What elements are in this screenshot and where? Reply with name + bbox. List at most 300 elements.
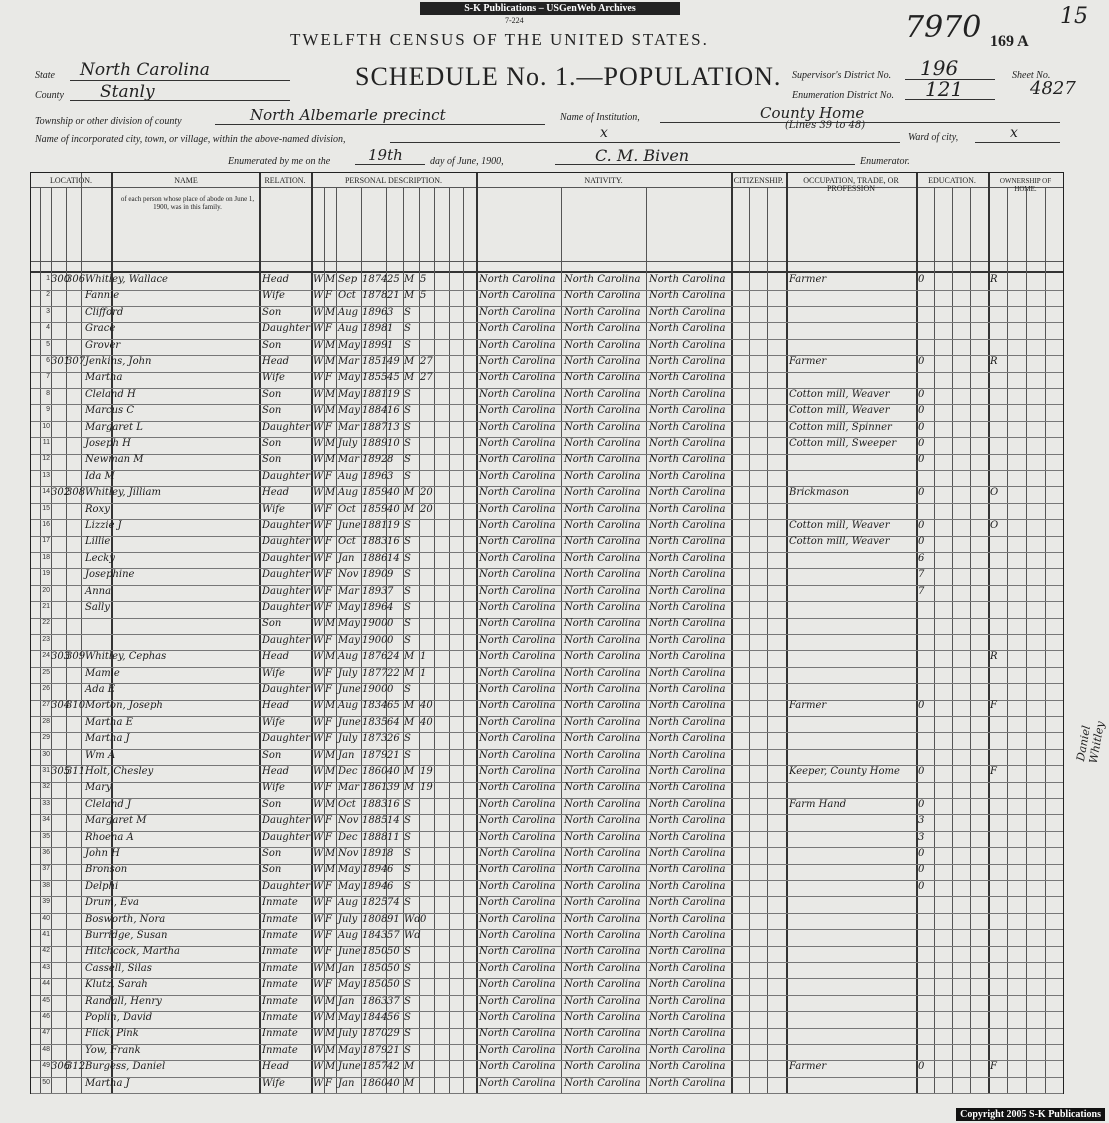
age-cell: 9 xyxy=(387,569,394,581)
months-in-school-cell: 0 xyxy=(918,520,925,531)
father-birthplace-cell: North Carolina xyxy=(564,930,641,941)
birthplace-cell: North Carolina xyxy=(479,766,556,777)
sex-cell: F xyxy=(325,1077,332,1089)
birthplace-cell: North Carolina xyxy=(479,782,556,794)
relation-cell: Daughter xyxy=(262,831,310,843)
sex-cell: F xyxy=(325,569,332,581)
birthplace-cell: North Carolina xyxy=(479,421,556,433)
race-cell: W xyxy=(313,356,324,367)
occupation-cell: Keeper, County Home xyxy=(789,766,900,777)
birthplace-cell: North Carolina xyxy=(479,864,556,876)
line-number-cell: 30 xyxy=(42,750,50,758)
relation-cell: Wife xyxy=(262,716,285,728)
marital-status-cell: S xyxy=(404,979,411,991)
marital-status-cell: S xyxy=(404,306,411,318)
race-cell: W xyxy=(313,585,324,597)
line-number-cell: 45 xyxy=(42,996,50,1004)
marital-status-cell: M xyxy=(404,667,415,679)
marital-status-cell: S xyxy=(404,618,411,630)
age-cell: 39 xyxy=(387,782,400,794)
months-in-school-cell: 0 xyxy=(918,438,925,449)
mother-birthplace-cell: North Carolina xyxy=(649,487,726,499)
marital-status-cell: S xyxy=(404,995,411,1007)
supervisor-value: 196 xyxy=(920,56,959,80)
age-cell: 22 xyxy=(387,667,400,679)
person-name-cell: Fannie xyxy=(85,290,120,302)
relation-cell: Son xyxy=(262,388,282,400)
father-birthplace-cell: North Carolina xyxy=(564,1077,641,1089)
table-row xyxy=(31,699,1063,717)
race-cell: W xyxy=(313,1077,324,1089)
birth-year-cell: 1883 xyxy=(362,536,388,548)
birth-month-cell: Aug xyxy=(338,651,359,663)
state-label: State xyxy=(35,70,55,81)
relation-cell: Head xyxy=(262,487,290,499)
birth-month-cell: Aug xyxy=(338,700,359,712)
mother-birthplace-cell: North Carolina xyxy=(649,1028,726,1040)
relation-cell: Daughter xyxy=(262,552,310,564)
table-row xyxy=(31,421,1063,439)
race-cell: W xyxy=(313,487,324,499)
marital-status-cell: S xyxy=(404,880,411,892)
occupation-cell: Farmer xyxy=(789,700,827,712)
col-group-personal: PERSONAL DESCRIPTION. xyxy=(344,176,443,185)
marital-status-cell: M xyxy=(404,372,415,384)
race-cell: W xyxy=(313,979,324,991)
birthplace-cell: North Carolina xyxy=(479,733,556,745)
sex-cell: F xyxy=(325,831,332,843)
line-number-cell: 36 xyxy=(42,849,50,856)
birth-year-cell: 1878 xyxy=(362,290,388,302)
age-cell: 19 xyxy=(387,388,400,400)
age-cell: 1 xyxy=(387,323,394,335)
birth-month-cell: May xyxy=(338,1012,360,1023)
age-cell: 6 xyxy=(387,864,394,876)
months-in-school-cell: 0 xyxy=(918,798,925,810)
mother-birthplace-cell: North Carolina xyxy=(649,634,726,646)
line-number-cell: 8 xyxy=(46,389,50,397)
relation-cell: Wife xyxy=(262,667,285,679)
table-row xyxy=(31,1044,1063,1062)
birthplace-cell: North Carolina xyxy=(479,520,556,531)
table-row xyxy=(31,716,1063,734)
sex-cell: M xyxy=(325,388,336,400)
age-cell: 3 xyxy=(387,306,394,318)
birthplace-cell: North Carolina xyxy=(479,880,556,892)
relation-cell: Son xyxy=(262,618,282,630)
birthplace-cell: North Carolina xyxy=(479,848,556,859)
birth-year-cell: 1843 xyxy=(362,930,388,941)
father-birthplace-cell: North Carolina xyxy=(564,520,641,531)
sex-cell: F xyxy=(325,880,332,892)
mother-birthplace-cell: North Carolina xyxy=(649,536,726,548)
relation-cell: Son xyxy=(262,454,282,466)
person-name-cell: Holt, Chesley xyxy=(85,766,154,777)
enumerated-suffix: day of June, 1900, xyxy=(430,156,504,167)
mother-birthplace-cell: North Carolina xyxy=(649,962,726,974)
occupation-cell: Farm Hand xyxy=(789,798,847,810)
table-row xyxy=(31,749,1063,767)
sex-cell: F xyxy=(325,323,332,335)
mother-birthplace-cell: North Carolina xyxy=(649,388,726,400)
line-number-cell: 38 xyxy=(42,881,50,889)
line-number-cell: 31 xyxy=(42,767,50,774)
person-name-cell: Ida M xyxy=(85,470,115,482)
sex-cell: F xyxy=(325,536,332,548)
father-birthplace-cell: North Carolina xyxy=(564,1061,641,1073)
race-cell: W xyxy=(313,290,324,302)
table-row xyxy=(31,519,1063,537)
sex-cell: F xyxy=(325,503,332,515)
schedule-title: SCHEDULE No. 1.—POPULATION. xyxy=(355,62,782,91)
birth-month-cell: May xyxy=(338,634,360,646)
enumerated-label: Enumerated by me on the xyxy=(228,156,331,167)
birthplace-cell: North Carolina xyxy=(479,569,556,581)
birth-year-cell: 1887 xyxy=(362,421,388,433)
line-number-cell: 39 xyxy=(42,898,50,906)
person-name-cell: Grover xyxy=(85,339,121,351)
birthplace-cell: North Carolina xyxy=(479,979,556,991)
table-row xyxy=(31,847,1063,865)
person-name-cell: Klutz, Sarah xyxy=(85,979,148,991)
table-row xyxy=(31,503,1063,521)
father-birthplace-cell: North Carolina xyxy=(564,618,641,630)
line-number-cell: 7 xyxy=(46,373,50,381)
sex-cell: M xyxy=(325,618,336,630)
census-table xyxy=(30,172,1064,1094)
birth-year-cell: 1896 xyxy=(362,306,388,318)
birth-month-cell: Mar xyxy=(338,454,359,466)
years-married-cell: 1 xyxy=(420,667,427,679)
col-group-citizenship: CITIZENSHIP. xyxy=(733,176,784,185)
marital-status-cell: S xyxy=(404,815,411,827)
relation-cell: Son xyxy=(262,438,282,449)
person-name-cell: Whitley, Wallace xyxy=(85,274,168,285)
mother-birthplace-cell: North Carolina xyxy=(649,831,726,843)
relation-cell: Head xyxy=(262,356,290,367)
sex-cell: M xyxy=(325,274,336,285)
line-number-cell: 23 xyxy=(42,635,50,643)
relation-cell: Head xyxy=(262,700,290,712)
birth-month-cell: Aug xyxy=(338,323,359,335)
age-cell: 91 xyxy=(387,913,400,925)
relation-cell: Daughter xyxy=(262,323,310,335)
birthplace-cell: North Carolina xyxy=(479,503,556,515)
birthplace-cell: North Carolina xyxy=(479,470,556,482)
sex-cell: F xyxy=(325,634,332,646)
birthplace-cell: North Carolina xyxy=(479,700,556,712)
birth-month-cell: June xyxy=(338,1061,361,1073)
birth-month-cell: Nov xyxy=(338,815,359,827)
mother-birthplace-cell: North Carolina xyxy=(649,454,726,466)
occupation-cell: Brickmason xyxy=(789,487,850,499)
person-name-cell: Whitley, Jilliam xyxy=(85,487,161,499)
stamp-number: 7970 xyxy=(905,10,982,45)
birth-year-cell: 1900 xyxy=(362,634,388,646)
relation-cell: Head xyxy=(262,651,290,663)
relation-cell: Head xyxy=(262,1061,290,1073)
birth-month-cell: July xyxy=(338,667,358,679)
marital-status-cell: M xyxy=(404,1077,415,1089)
sex-cell: M xyxy=(325,962,336,974)
marital-status-cell: S xyxy=(404,733,411,745)
birth-year-cell: 1850 xyxy=(362,962,388,974)
race-cell: W xyxy=(313,880,324,892)
father-birthplace-cell: North Carolina xyxy=(564,716,641,728)
mother-birthplace-cell: North Carolina xyxy=(649,749,726,761)
table-row xyxy=(31,617,1063,635)
marital-status-cell: S xyxy=(404,552,411,564)
person-name-cell: Sally xyxy=(85,602,110,613)
relation-cell: Daughter xyxy=(262,815,310,827)
birthplace-cell: North Carolina xyxy=(479,339,556,351)
marital-status-cell: M xyxy=(404,766,415,777)
months-in-school-cell: 0 xyxy=(918,536,925,548)
birth-month-cell: Aug xyxy=(338,470,359,482)
line-number-cell: 43 xyxy=(42,963,50,971)
mother-birthplace-cell: North Carolina xyxy=(649,733,726,745)
race-cell: W xyxy=(313,864,324,876)
owned-or-rented-cell: R xyxy=(990,274,998,285)
relation-cell: Son xyxy=(262,798,282,810)
mother-birthplace-cell: North Carolina xyxy=(649,356,726,367)
age-cell: 6 xyxy=(387,880,394,892)
mother-birthplace-cell: North Carolina xyxy=(649,897,726,909)
relation-cell: Son xyxy=(262,339,282,351)
birth-year-cell: 1873 xyxy=(362,733,388,745)
line-number-cell: 26 xyxy=(42,685,50,692)
birth-month-cell: Oct xyxy=(338,503,356,515)
birthplace-cell: North Carolina xyxy=(479,388,556,400)
birth-year-cell: 1884 xyxy=(362,405,388,417)
birth-month-cell: Mar xyxy=(338,585,359,597)
birth-month-cell: May xyxy=(338,1044,360,1056)
marital-status-cell: S xyxy=(404,848,411,859)
birthplace-cell: North Carolina xyxy=(479,962,556,974)
person-name-cell: Newman M xyxy=(85,454,144,466)
birth-month-cell: Aug xyxy=(338,306,359,318)
race-cell: W xyxy=(313,733,324,745)
col-group-location: LOCATION. xyxy=(50,176,92,185)
race-cell: W xyxy=(313,454,324,466)
birthplace-cell: North Carolina xyxy=(479,552,556,564)
age-cell: 49 xyxy=(387,356,400,367)
relation-cell: Daughter xyxy=(262,733,310,745)
sex-cell: F xyxy=(325,733,332,745)
line-number-cell: 3 xyxy=(46,307,50,315)
father-birthplace-cell: North Carolina xyxy=(564,405,641,417)
occupation-cell: Cotton mill, Weaver xyxy=(789,405,890,417)
occupation-cell: Cotton mill, Spinner xyxy=(789,421,892,433)
father-birthplace-cell: North Carolina xyxy=(564,700,641,712)
marital-status-cell: S xyxy=(404,897,411,909)
birth-year-cell: 1835 xyxy=(362,716,388,728)
sex-cell: M xyxy=(325,766,336,777)
mother-birthplace-cell: North Carolina xyxy=(649,569,726,581)
owned-or-rented-cell: F xyxy=(990,1061,997,1073)
age-cell: 3 xyxy=(387,470,394,482)
age-cell: 21 xyxy=(387,1044,400,1056)
mother-birthplace-cell: North Carolina xyxy=(649,372,726,384)
race-cell: W xyxy=(313,323,324,335)
line-number-cell: 37 xyxy=(42,865,50,873)
age-cell: 26 xyxy=(387,733,400,745)
race-cell: W xyxy=(313,831,324,843)
race-cell: W xyxy=(313,798,324,810)
marital-status-cell: S xyxy=(404,602,411,613)
age-cell: 7 xyxy=(387,585,394,597)
birthplace-cell: North Carolina xyxy=(479,684,556,695)
father-birthplace-cell: North Carolina xyxy=(564,569,641,581)
birth-year-cell: 1890 xyxy=(362,569,388,581)
table-row xyxy=(31,535,1063,553)
birth-month-cell: Jan xyxy=(338,552,355,564)
father-birthplace-cell: North Carolina xyxy=(564,651,641,663)
father-birthplace-cell: North Carolina xyxy=(564,946,641,958)
relation-cell: Daughter xyxy=(262,602,310,613)
marital-status-cell: S xyxy=(404,454,411,466)
birthplace-cell: North Carolina xyxy=(479,536,556,548)
mother-birthplace-cell: North Carolina xyxy=(649,421,726,433)
line-number-cell: 40 xyxy=(42,914,50,922)
sex-cell: M xyxy=(325,798,336,810)
sex-cell: M xyxy=(325,306,336,318)
birth-month-cell: May xyxy=(338,372,360,384)
birth-year-cell: 1888 xyxy=(362,831,388,843)
enumerator-name: C. M. Biven xyxy=(595,146,690,165)
institution-label: Name of Institution, xyxy=(560,112,640,123)
owned-or-rented-cell: O xyxy=(990,487,999,499)
relation-cell: Inmate xyxy=(262,979,298,991)
sex-cell: M xyxy=(325,864,336,876)
table-row xyxy=(31,667,1063,685)
mother-birthplace-cell: North Carolina xyxy=(649,274,726,285)
birthplace-cell: North Carolina xyxy=(479,946,556,958)
sex-cell: M xyxy=(325,848,336,859)
father-birthplace-cell: North Carolina xyxy=(564,1028,641,1040)
mother-birthplace-cell: North Carolina xyxy=(649,651,726,663)
birthplace-cell: North Carolina xyxy=(479,618,556,630)
relation-cell: Inmate xyxy=(262,930,298,941)
months-in-school-cell: 0 xyxy=(918,356,925,367)
table-row xyxy=(31,371,1063,389)
birth-year-cell: 1896 xyxy=(362,470,388,482)
person-name-cell: Lillie xyxy=(85,536,111,548)
marital-status-cell: M xyxy=(404,274,415,285)
birth-year-cell: 1893 xyxy=(362,585,388,597)
sex-cell: F xyxy=(325,897,332,909)
page-code: 169 A xyxy=(990,33,1029,50)
race-cell: W xyxy=(313,306,324,318)
birthplace-cell: North Carolina xyxy=(479,372,556,384)
sex-cell: M xyxy=(325,1012,336,1023)
table-row xyxy=(31,814,1063,832)
sex-cell: F xyxy=(325,815,332,827)
table-row xyxy=(31,486,1063,504)
sex-cell: M xyxy=(325,438,336,449)
mother-birthplace-cell: North Carolina xyxy=(649,602,726,613)
mother-birthplace-cell: North Carolina xyxy=(649,684,726,695)
birth-month-cell: Mar xyxy=(338,782,359,794)
dwelling-number-cell: 305 xyxy=(51,766,71,777)
age-cell: 74 xyxy=(387,897,400,909)
table-row xyxy=(31,765,1063,783)
line-number-cell: 25 xyxy=(42,668,50,676)
census-title: TWELFTH CENSUS OF THE UNITED STATES. xyxy=(290,30,709,49)
line-number-cell: 27 xyxy=(42,701,50,709)
birth-month-cell: Dec xyxy=(338,831,358,843)
table-row xyxy=(31,273,1063,291)
birthplace-cell: North Carolina xyxy=(479,290,556,302)
table-row xyxy=(31,634,1063,652)
person-name-cell: Martha E xyxy=(85,716,133,728)
owned-or-rented-cell: R xyxy=(990,356,998,367)
years-married-cell: 20 xyxy=(420,487,433,499)
birthplace-cell: North Carolina xyxy=(479,651,556,663)
race-cell: W xyxy=(313,782,324,794)
enum-district-label: Enumeration District No. xyxy=(792,90,894,101)
age-cell: 29 xyxy=(387,1028,400,1040)
person-name-cell: Martha J xyxy=(85,1077,130,1089)
sheet-label: Sheet No. xyxy=(1012,70,1051,81)
birth-month-cell: Jan xyxy=(338,749,355,761)
father-birthplace-cell: North Carolina xyxy=(564,848,641,859)
line-number-cell: 34 xyxy=(42,816,50,824)
birthplace-cell: North Carolina xyxy=(479,454,556,466)
birth-month-cell: May xyxy=(338,864,360,876)
person-name-cell: Cassell, Silas xyxy=(85,962,152,974)
relation-cell: Inmate xyxy=(262,1012,298,1023)
table-row xyxy=(31,896,1063,914)
birthplace-cell: North Carolina xyxy=(479,585,556,597)
father-birthplace-cell: North Carolina xyxy=(564,487,641,499)
owned-or-rented-cell: F xyxy=(990,700,997,712)
marital-status-cell: M xyxy=(404,651,415,663)
mother-birthplace-cell: North Carolina xyxy=(649,306,726,318)
birth-year-cell: 1896 xyxy=(362,602,388,613)
line-number-cell: 44 xyxy=(42,980,50,988)
race-cell: W xyxy=(313,700,324,712)
relation-cell: Wife xyxy=(262,372,285,384)
line-number-cell: 28 xyxy=(42,717,50,725)
race-cell: W xyxy=(313,848,324,859)
line-number-cell: 20 xyxy=(42,586,50,594)
age-cell: 24 xyxy=(387,651,400,663)
relation-cell: Wife xyxy=(262,290,285,302)
months-in-school-cell: 7 xyxy=(918,569,925,581)
age-cell: 42 xyxy=(387,1061,400,1073)
age-cell: 64 xyxy=(387,716,400,728)
mother-birthplace-cell: North Carolina xyxy=(649,995,726,1007)
occupation-cell: Farmer xyxy=(789,356,827,367)
relation-cell: Daughter xyxy=(262,569,310,581)
mother-birthplace-cell: North Carolina xyxy=(649,766,726,777)
sex-cell: M xyxy=(325,1044,336,1056)
race-cell: W xyxy=(313,766,324,777)
marital-status-cell: M xyxy=(404,716,415,728)
birthplace-cell: North Carolina xyxy=(479,831,556,843)
table-row xyxy=(31,322,1063,340)
mother-birthplace-cell: North Carolina xyxy=(649,798,726,810)
age-cell: 19 xyxy=(387,520,400,531)
marital-status-cell: S xyxy=(404,339,411,351)
race-cell: W xyxy=(313,667,324,679)
relation-cell: Inmate xyxy=(262,1044,298,1056)
race-cell: W xyxy=(313,372,324,384)
table-row xyxy=(31,306,1063,324)
line-number-cell: 2 xyxy=(46,291,50,299)
marital-status-cell: S xyxy=(404,684,411,695)
